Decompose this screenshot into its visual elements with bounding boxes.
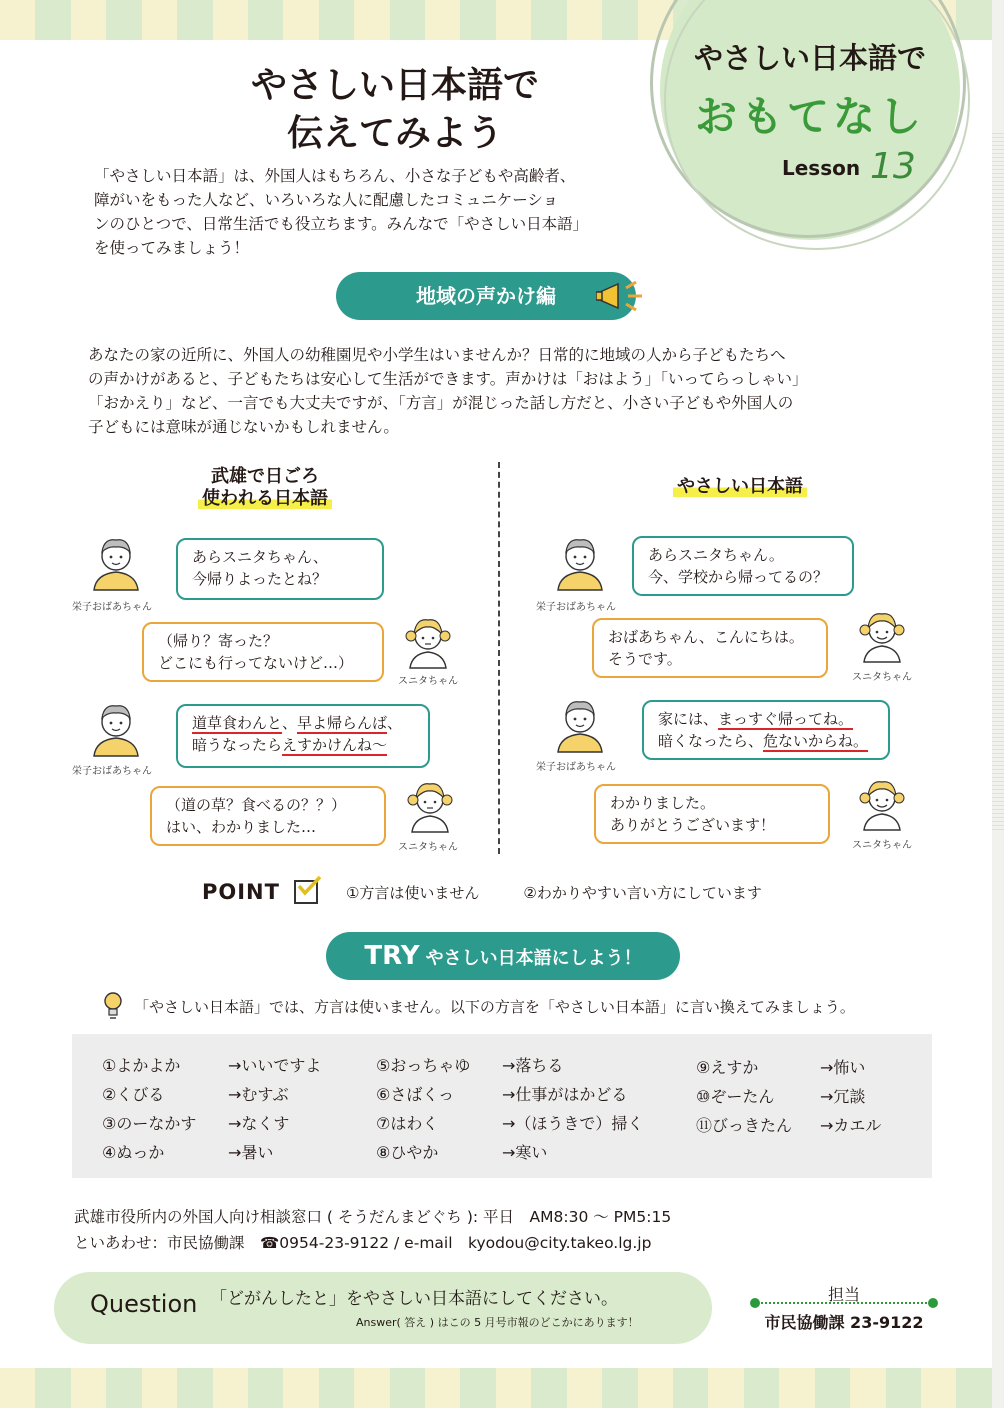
- bubble-text: 、: [387, 714, 403, 732]
- checkbox-icon: [294, 880, 318, 904]
- intro-paragraph: [94, 164, 654, 260]
- girl-avatar-icon: [852, 772, 912, 832]
- info-line-hours: 武雄市役所内の外国人向け相談窓口 ( そうだんまどぐち ): 平日 AM8:30 〜 PM5:15: [74, 1208, 672, 1226]
- point-label: POINT: [202, 880, 280, 904]
- right-bubble-3: [642, 700, 890, 760]
- dialect-term: ⑪びっきたん: [696, 1116, 793, 1135]
- easy-underline: まっすぐ帰ってね。: [718, 710, 854, 728]
- dialect-meaning: →仕事がはかどる: [502, 1085, 628, 1104]
- contact-divider: [754, 1302, 934, 1304]
- dialect-meaning: →いいですよ: [228, 1056, 322, 1075]
- bubble-text: 家には、: [658, 710, 719, 728]
- left-heading-line2: 使われる日本語: [198, 488, 332, 509]
- bubble-line: はい、わかりました…: [166, 818, 317, 836]
- grandma-avatar-icon: [86, 532, 146, 592]
- bubble-line: [192, 712, 414, 734]
- right-heading-text: やさしい日本語: [673, 476, 807, 497]
- grandma-avatar-icon: [550, 532, 610, 592]
- divider-dot: [928, 1298, 938, 1308]
- left-bubble-1: [176, 538, 384, 600]
- section-heading-pill: 地域の声かけ編: [336, 272, 636, 320]
- try-label: TRY: [364, 941, 420, 971]
- easy-underline: 危ないからね。: [763, 732, 869, 750]
- contact-title: 担当: [827, 1285, 860, 1304]
- dialect-term: ⑤おっちゃゆ: [376, 1056, 471, 1075]
- bubble-line: ありがとうございます！: [610, 816, 776, 834]
- intro-line: 「やさしい日本語」は、外国人はもちろん、小さな子どもや高齢者、: [94, 167, 576, 185]
- dialect-term: ③のーなかす: [102, 1114, 197, 1133]
- girl-label: スニタちゃん: [398, 842, 458, 853]
- bottom-stripe-band: [0, 1368, 992, 1408]
- bubble-text: 暗くなったら、: [658, 732, 764, 750]
- bubble-line: 今帰りよったとね？: [192, 570, 328, 588]
- grandma-label: 栄子おばあちゃん: [536, 602, 616, 613]
- dialect-term: ⑥さばくっ: [376, 1085, 455, 1104]
- bubble-line: [658, 730, 874, 752]
- grandma-avatar-icon: [550, 694, 610, 754]
- dialect-meaning: →（ほうきで）掃く: [502, 1114, 644, 1133]
- dialect-meaning: →冗談: [820, 1087, 866, 1106]
- point-row: [202, 880, 762, 904]
- body-line: 子どもには意味が通じないかもしれません。: [88, 418, 399, 436]
- badge-lesson-label: Lesson: [782, 156, 861, 180]
- girl-label: スニタちゃん: [852, 672, 912, 683]
- left-heading-line1: 武雄で日ごろ: [211, 466, 319, 487]
- right-bubble-4: [594, 784, 830, 844]
- intro-line: を使ってみましょう！: [94, 239, 250, 257]
- grandma-avatar-icon: [86, 698, 146, 758]
- megaphone-icon: [596, 278, 644, 314]
- grandma-label: 栄子おばあちゃん: [72, 766, 152, 777]
- page-title: [180, 62, 610, 158]
- badge-subtitle: おもてなし: [694, 92, 925, 141]
- bubble-line: あらスニタちゃん。: [648, 546, 784, 564]
- body-line: 「おかえり」など、一言でも大丈夫ですが、「方言」が混じった話し方だと、小さい子どもや外国人の: [88, 394, 794, 412]
- dialect-meaning: →むすぶ: [228, 1085, 289, 1104]
- body-line: あなたの家の近所に、外国人の幼稚園児や小学生はいませんか？日常的に地域の人から子どもたちへ: [88, 346, 786, 364]
- dialect-term: ⑦はわく: [376, 1114, 439, 1133]
- dialect-meaning: →カエル: [820, 1116, 882, 1135]
- question-answer-note: Answer( 答え ) はこの 5 月号市報のどこかにあります！: [356, 1316, 639, 1329]
- grandma-label: 栄子おばあちゃん: [536, 762, 616, 773]
- dialect-meaning: →なくす: [228, 1114, 290, 1133]
- bubble-line: おばあちゃん、こんにちは。: [608, 628, 804, 646]
- dialect-term: ①よかよか: [102, 1056, 181, 1075]
- intro-line: 障がいをもった人など、いろいろな人に配慮したコミュニケーショ: [94, 191, 559, 209]
- girl-label: スニタちゃん: [398, 676, 458, 687]
- point-item-1: ①方言は使いません: [345, 883, 480, 902]
- contact-value: 市民協働課 23-9122: [764, 1313, 924, 1332]
- contact-info: [74, 1204, 671, 1256]
- bubble-line: どこにも行ってないけど…）: [158, 654, 354, 672]
- dialect-meaning: →落ちる: [502, 1056, 564, 1075]
- badge-lesson-number: 13: [870, 146, 916, 187]
- dialect-term: ⑨えすか: [696, 1058, 759, 1077]
- dialect-term: ④ぬっか: [102, 1143, 165, 1162]
- girl-label: スニタちゃん: [852, 840, 912, 851]
- page-title-line2: 伝えてみよう: [286, 113, 503, 154]
- dialect-meaning: →寒い: [502, 1143, 548, 1162]
- girl-avatar-icon: [852, 604, 912, 664]
- intro-line: ンのひとつで、日常生活でも役立ちます。みんなで「やさしい日本語」: [94, 215, 589, 233]
- divider-dot: [750, 1298, 760, 1308]
- badge-title: やさしい日本語で: [693, 41, 926, 75]
- left-bubble-3: [176, 704, 430, 768]
- column-divider: [498, 462, 500, 854]
- dialect-underline: 早よ帰らんば: [297, 714, 388, 732]
- dialect-underline: えすかけんね〜: [282, 736, 388, 754]
- right-bubble-1: [632, 536, 854, 596]
- bubble-line: [192, 734, 414, 756]
- dialect-meaning: →怖い: [820, 1058, 866, 1077]
- bubble-text: 、: [282, 714, 298, 732]
- body-line: の声かけがあると、子どもたちは安心して生活ができます。声かけは「おはよう」「いってらっしゃい」: [88, 370, 808, 388]
- body-paragraph: [88, 343, 918, 439]
- dialect-underline: 道草食わんと: [192, 714, 283, 732]
- bubble-line: 今、学校から帰ってるの？: [648, 568, 829, 586]
- bubble-text: 暗うなったら: [192, 736, 283, 754]
- question-text: 「どがんしたと」をやさしい日本語にしてください。: [210, 1289, 618, 1309]
- try-heading-pill: [326, 932, 680, 980]
- left-bubble-4: [150, 786, 386, 846]
- right-column-heading: [620, 476, 860, 498]
- info-line-contact: といあわせ：市民協働課 ☎0954-23-9122 / e-mail kyodou@city.takeo.lg.jp: [74, 1234, 652, 1252]
- lightbulb-icon: [102, 990, 124, 1020]
- left-column-heading: [170, 466, 360, 510]
- dialect-term: ②くびる: [102, 1085, 165, 1104]
- dialect-meaning: →暑い: [228, 1143, 274, 1162]
- dialect-term: ⑩ぞーたん: [696, 1087, 775, 1106]
- bubble-line: [658, 708, 874, 730]
- bubble-line: （道の草？食べるの？？）: [166, 796, 347, 814]
- dialect-term: ⑧ひやか: [376, 1143, 439, 1162]
- grandma-label: 栄子おばあちゃん: [72, 602, 152, 613]
- right-bubble-2: [592, 618, 828, 678]
- girl-avatar-icon: [398, 610, 458, 670]
- question-label: Question: [90, 1290, 198, 1318]
- left-bubble-2: [142, 622, 384, 682]
- try-text: やさしい日本語にしよう！: [425, 948, 642, 969]
- point-item-2: ②わかりやすい言い方にしています: [523, 883, 762, 902]
- bubble-line: あらスニタちゃん、: [192, 548, 328, 566]
- page-title-line1: やさしい日本語で: [250, 65, 539, 106]
- page-edge-lines: [992, 130, 1004, 830]
- bubble-line: わかりました。: [610, 794, 716, 812]
- girl-avatar-icon: [400, 774, 460, 834]
- bubble-line: （帰り？寄った？: [158, 632, 279, 650]
- bubble-line: そうです。: [608, 650, 682, 668]
- try-instruction: 「やさしい日本語」では、方言は使いません。以下の方言を「やさしい日本語」に言い換えてみましょう。: [134, 998, 855, 1016]
